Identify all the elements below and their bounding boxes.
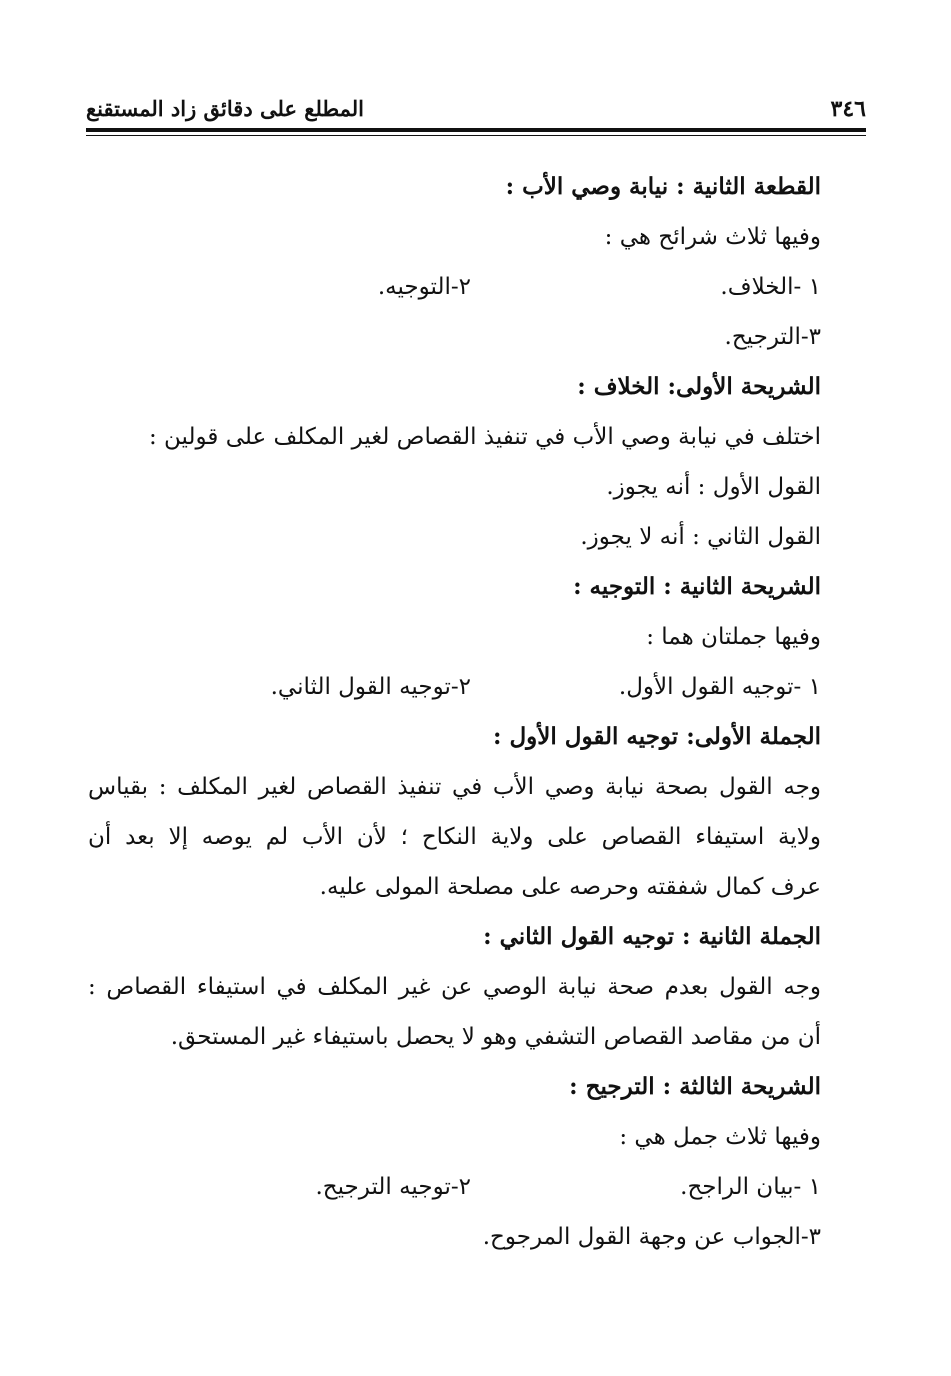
- paragraph-line: عرف كمال شفقته وحرصه على مصلحة المولى عليه.: [319, 874, 821, 900]
- list-item: ١ -بيان الراجح.: [680, 1174, 821, 1200]
- list-item: ٢-التوجيه.: [377, 274, 471, 300]
- text-line: وفيها جملتان هما :: [646, 624, 821, 650]
- paragraph-line: ولاية استيفاء القصاص على ولاية النكاح ؛ لأن الأب لم يوصه إلا بعد أن: [88, 824, 821, 850]
- list-item: ٢-توجيه الترجيح.: [315, 1174, 471, 1200]
- section-heading: القطعة الثانية : نيابة وصي الأب :: [505, 173, 821, 200]
- header-rule-thin: [86, 135, 866, 136]
- subsection-heading: الشريحة الثانية : التوجيه :: [573, 573, 821, 600]
- text-line: وفيها ثلاث جمل هي :: [619, 1124, 821, 1150]
- paragraph-line: وجه القول بعدم صحة نيابة الوصي عن غير المكلف في استيفاء القصاص :: [88, 974, 821, 1000]
- list-item: ٣-الجواب عن وجهة القول المرجوح.: [482, 1224, 821, 1250]
- list-item: ١ -توجيه القول الأول.: [618, 674, 821, 700]
- subsection-heading: الشريحة الثالثة : الترجيح :: [569, 1073, 821, 1100]
- page-number: ٣٤٦: [830, 96, 866, 122]
- text-line: القول الأول : أنه يجوز.: [606, 474, 821, 500]
- subsection-heading: الشريحة الأولى: الخلاف :: [577, 373, 821, 400]
- running-title: المطلع على دقائق زاد المستقنع: [86, 96, 365, 121]
- paragraph-line: أن من مقاصد القصاص التشفي وهو لا يحصل باستيفاء غير المستحق.: [170, 1024, 821, 1050]
- text-line: القول الثاني : أنه لا يجوز.: [580, 524, 821, 550]
- subsection-heading: الجملة الأولى: توجيه القول الأول :: [492, 723, 821, 750]
- text-line: وفيها ثلاث شرائح هي :: [604, 224, 821, 250]
- page-header: [86, 96, 866, 128]
- text-line: اختلف في نيابة وصي الأب في تنفيذ القصاص لغير المكلف على قولين :: [148, 424, 821, 450]
- paragraph-line: وجه القول بصحة نيابة وصي الأب في تنفيذ القصاص لغير المكلف : بقياس: [88, 774, 821, 800]
- list-item: ٢-توجيه القول الثاني.: [270, 674, 471, 700]
- list-item: ١ -الخلاف.: [720, 274, 821, 300]
- subsection-heading: الجملة الثانية : توجيه القول الثاني :: [483, 923, 821, 950]
- list-item: ٣-الترجيح.: [724, 324, 821, 350]
- header-rule-thick: [86, 128, 866, 132]
